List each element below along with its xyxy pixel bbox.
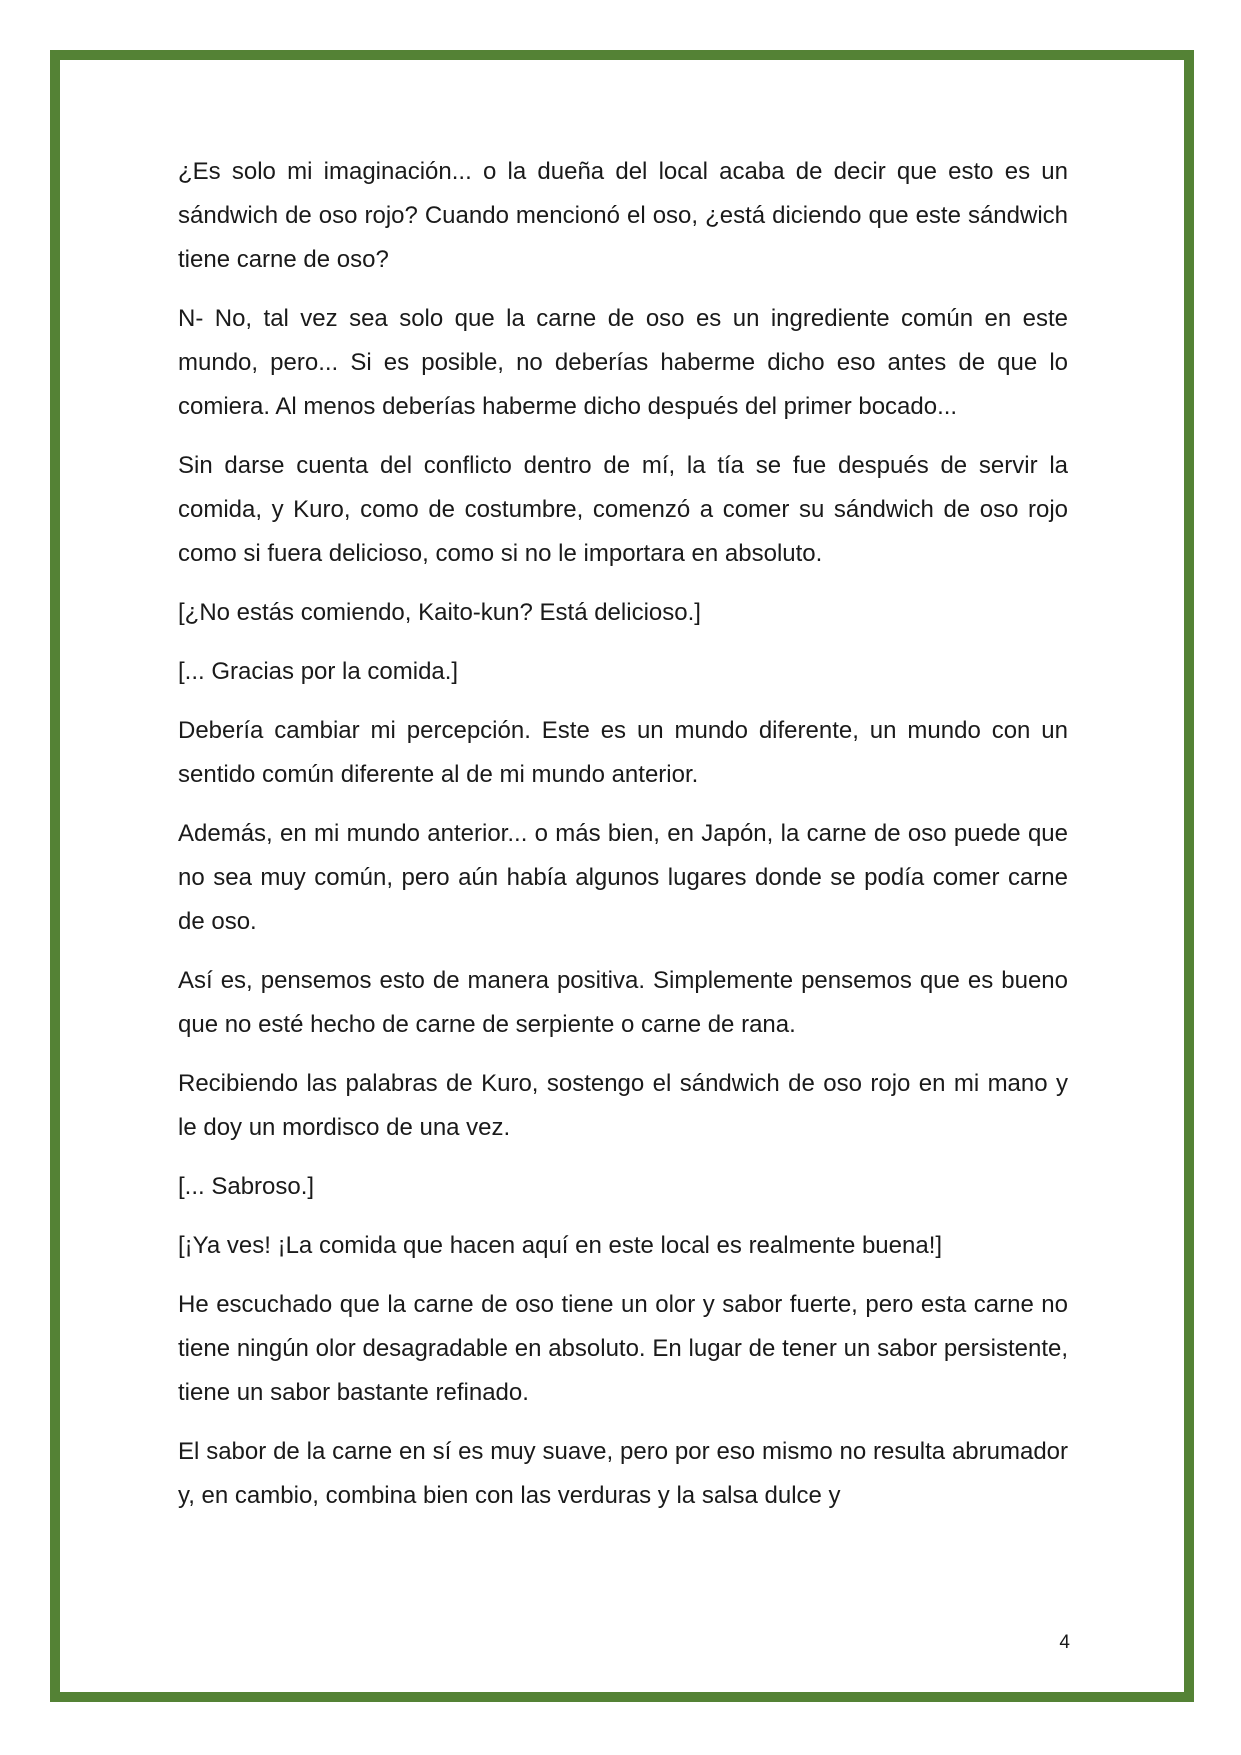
paragraph: [... Sabroso.] xyxy=(178,1173,315,1200)
paragraph: N- No, tal vez sea solo que la carne de oso es un ingrediente común en este mundo, pero... Si es posible, no deberías haberme dicho eso antes de que lo comiera. Al menos deberías haberme dicho después del primer bocado... xyxy=(178,305,1068,420)
paragraph: El sabor de la carne en sí es muy suave, pero por eso mismo no resulta abrumador y, en cambio, combina bien con las verduras y la salsa dulce y xyxy=(178,1438,1068,1509)
paragraph: Debería cambiar mi percepción. Este es un mundo diferente, un mundo con un sentido común diferente al de mi mundo anterior. xyxy=(178,717,1068,788)
paragraph: Recibiendo las palabras de Kuro, sostengo el sándwich de oso rojo en mi mano y le doy un mordisco de una vez. xyxy=(178,1070,1068,1141)
paragraph: Así es, pensemos esto de manera positiva. Simplemente pensemos que es bueno que no esté hecho de carne de serpiente o carne de rana. xyxy=(178,967,1068,1038)
paragraph: [... Gracias por la comida.] xyxy=(178,658,459,685)
paragraph: ¿Es solo mi imaginación... o la dueña del local acaba de decir que esto es un sándwich de oso rojo? Cuando mencionó el oso, ¿está diciendo que este sándwich tiene carne de oso? xyxy=(178,158,1068,273)
paragraph: Sin darse cuenta del conflicto dentro de mí, la tía se fue después de servir la comida, y Kuro, como de costumbre, comenzó a comer su sándwich de oso rojo como si fuera delicioso, como si no le importara en absoluto. xyxy=(178,452,1068,567)
paragraph: Además, en mi mundo anterior... o más bien, en Japón, la carne de oso puede que no sea muy común, pero aún había algunos lugares donde se podía comer carne de oso. xyxy=(178,820,1068,935)
page-number: 4 xyxy=(1059,1632,1070,1653)
paragraph: [¿No estás comiendo, Kaito-kun? Está delicioso.] xyxy=(178,599,701,626)
paragraph: He escuchado que la carne de oso tiene un olor y sabor fuerte, pero esta carne no tiene ningún olor desagradable en absoluto. En lugar de tener un sabor persistente, tiene un sabor bastante refinado. xyxy=(178,1291,1068,1406)
paragraph: [¡Ya ves! ¡La comida que hacen aquí en este local es realmente buena!] xyxy=(178,1232,943,1259)
page-body xyxy=(178,150,1068,1533)
